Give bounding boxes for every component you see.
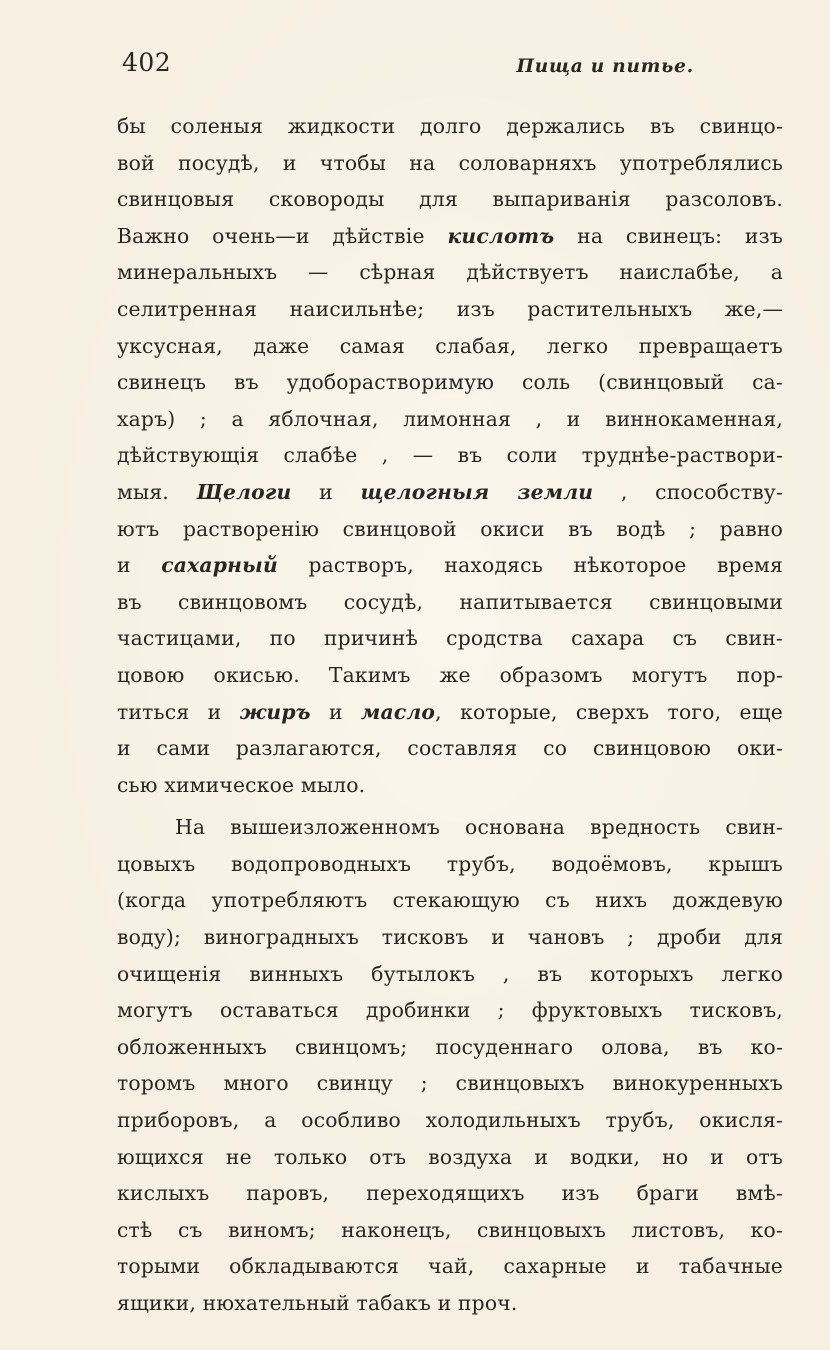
text-line: (когда употребляютъ стекающую съ нихъ дождевую [117, 888, 783, 913]
text-line: могутъ оставаться дробинки ; фруктовыхъ тисковъ, [117, 998, 783, 1023]
text-line: и сахарный растворъ, находясь нѣкоторое время [117, 553, 783, 578]
emphasis: щелогныя земли [360, 479, 594, 504]
text-line: торыми обкладываются чай, сахарные и табачные [117, 1254, 783, 1279]
text-line: Важно очень—и дѣйствіе кислотъ на свинецъ: изъ [117, 223, 783, 248]
text-line: ющихся не только отъ воздуха и водки, но и отъ [117, 1144, 783, 1169]
emphasis: сахарный [161, 553, 278, 578]
text-line: дѣйствующія слабѣе , — въ соли труднѣе-раствори- [117, 443, 783, 468]
text-line: частицами, по причинѣ сродства сахара съ свин- [117, 626, 783, 651]
text-line: свинецъ въ удоборастворимую соль (свинцовый са- [117, 370, 783, 395]
emphasis: кислотъ [447, 223, 555, 248]
emphasis: Щелоги [196, 479, 292, 504]
text-line: На вышеизложенномъ основана вредность свин- [175, 815, 783, 840]
text-line: цовою окисью. Такимъ же образомъ могутъ пор- [117, 662, 783, 687]
emphasis: жиръ [239, 699, 311, 724]
text-line: ютъ растворенію свинцовой окиси въ водѣ ; равно [117, 516, 783, 541]
text-line: свинцовыя сковороды для выпариванія разсоловъ. [117, 187, 783, 212]
text-line: кислыхъ паровъ, переходящихъ изъ браги вмѣ- [117, 1181, 783, 1206]
text-line: бы соленыя жидкости долго держались въ свинцо- [117, 114, 783, 138]
text-line: уксусная, даже самая слабая, легко превращаетъ [117, 333, 783, 358]
text-line: ящики, нюхательный табакъ и проч. [117, 1291, 518, 1315]
text-line: обложенныхъ свинцомъ; посуденнаго олова, въ ко- [117, 1034, 783, 1059]
text-line: очищенія винныхъ бутылокъ , въ которыхъ легко [117, 961, 783, 986]
text-line: и сами разлагаются, составляя со свинцовою оки- [117, 736, 783, 761]
text-line: торомъ много свинцу ; свинцовыхъ винокуренныхъ [117, 1071, 783, 1096]
text-line: селитренная наисильнѣе; изъ растительныхъ же,— [117, 296, 783, 321]
text-line: мыя. Щелоги и щелогныя земли , способству- [117, 479, 783, 504]
paragraph-2 [117, 809, 783, 1321]
body-text [117, 108, 783, 1322]
text-line: вой посудѣ, и чтобы на соловарняхъ употреблялись [117, 150, 783, 175]
text-line: стѣ съ виномъ; наконецъ, свинцовыхъ листовъ, ко- [117, 1217, 783, 1242]
text-line: харъ) ; а яблочная, лимонная , и виннокаменная, [117, 406, 783, 431]
page-header [120, 40, 716, 90]
text-line: приборовъ, а особливо холодильныхъ трубъ, окисля- [117, 1108, 783, 1133]
running-title: Пища и питье. [516, 56, 694, 77]
text-line: титься и жиръ и масло, которые, сверхъ того, еще [117, 699, 784, 724]
page-number: 402 [122, 48, 172, 77]
emphasis: масло [361, 699, 436, 724]
paragraph-1 [117, 108, 783, 803]
text-line: въ свинцовомъ сосудѣ, напитывается свинцовыми [117, 589, 783, 614]
text-line: сью химическое мыло. [117, 772, 366, 797]
text-line: воду); виноградныхъ тисковъ и чановъ ; дроби для [117, 925, 783, 950]
text-line: минеральныхъ — сѣрная дѣйствуетъ наислабѣе, а [117, 260, 783, 285]
text-line: цовыхъ водопроводныхъ трубъ, водоёмовъ, крышъ [117, 851, 783, 876]
